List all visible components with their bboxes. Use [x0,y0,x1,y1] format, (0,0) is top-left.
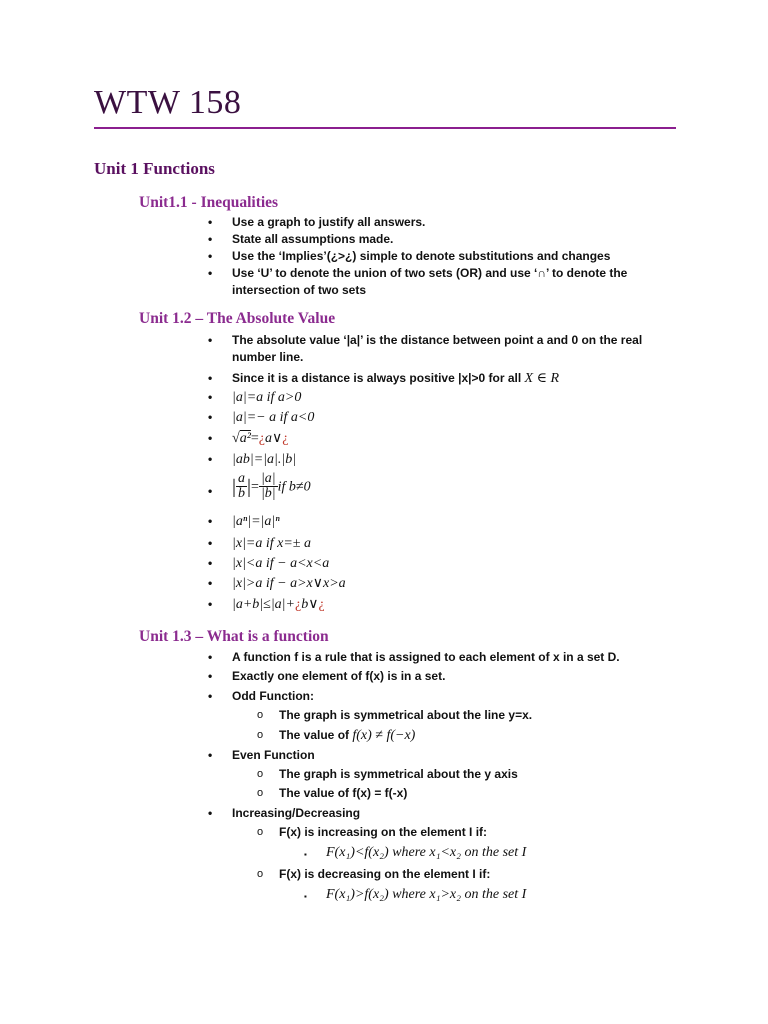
bullet-icon: • [208,669,213,683]
bullet-icon: • [208,266,213,280]
list-item: • Use a graph to justify all answers. [208,215,426,229]
bullet-icon: • [208,597,213,611]
list-item: • Increasing/Decreasing [208,806,361,820]
bullet-icon: • [208,514,213,528]
sub-list-item: o The value of f(x) ≠ f(−x) [257,728,416,743]
bullet-icon: • [208,390,213,404]
bullet-icon: • [208,249,213,263]
formula-item: • |x|<a if − a<x<a [208,556,330,571]
section-heading-functions: Unit 1.3 – What is a function [139,628,329,645]
bullet-icon: • [208,748,213,762]
formula-item-fraction: • | $\frac{a}{b}$ |= $\frac{|a|}{|b|}$ if b≠0 [208,471,311,501]
circle-bullet-icon: o [257,868,264,880]
bullet-icon: • [208,576,213,590]
section-heading-absolute-value: Unit 1.2 – The Absolute Value [139,310,336,327]
sub-list-item: o The value of f(x) = f(-x) [257,786,408,800]
circle-bullet-icon: o [257,787,264,799]
bullet-icon: • [208,431,213,445]
list-item: • Odd Function: [208,689,314,703]
square-bullet-icon: ▪ [304,892,307,901]
bullet-icon: • [208,333,213,347]
formula-item: • |a|=− a if a<0 [208,410,315,425]
list-item: • A function f is a rule that is assigned to each element of x in a set D. [208,650,620,664]
circle-bullet-icon: o [257,709,264,721]
section-heading-inequalities: Unit1.1 - Inequalities [139,194,279,211]
bullet-icon: • [208,484,213,498]
formula-item: • |x|>a if − a>x∨x>a [208,576,346,591]
bullet-icon: • [208,232,213,246]
bullet-icon: • [208,215,213,229]
list-item: • Even Function [208,748,315,762]
bullet-icon: • [208,410,213,424]
bullet-icon: • [208,536,213,550]
list-item: • Exactly one element of f(x) is in a set. [208,669,446,683]
formula-item: • |ab|=|a|.|b| [208,452,297,467]
circle-bullet-icon: o [257,826,264,838]
title-divider [94,127,676,129]
formula-item: • √a²=¿a∨¿ [208,431,289,446]
unit-heading: Unit 1 Functions [94,159,215,178]
bullet-icon: • [208,689,213,703]
sub-list-item: o F(x) is increasing on the element I if: [257,825,488,839]
list-item: • Use ‘U’ to denote the union of two sets (OR) and use ‘∩’ to denote the [208,266,628,280]
bullet-icon: • [208,452,213,466]
circle-bullet-icon: o [257,768,264,780]
square-bullet-icon: ▪ [304,850,307,859]
sub-sub-list-item: ▪ F(x₁)<f(x₂) where x₁<x₂ on the set I [326,844,666,861]
bullet-icon: • [208,371,213,385]
list-item-continuation: number line. [232,350,304,364]
formula-item: • |a+b|≤|a|+¿b∨¿ [208,597,325,612]
bullet-icon: • [208,806,213,820]
formula-item: • |aⁿ|=|a|ⁿ [208,514,280,529]
document-title: WTW 158 [94,84,242,121]
sub-list-item: o The graph is symmetrical about the line y=x. [257,708,533,722]
formula-item: • |a|=a if a>0 [208,390,302,405]
list-item: • The absolute value ‘|a|’ is the distance between point a and 0 on the real [208,333,643,347]
list-item: • State all assumptions made. [208,232,394,246]
list-item: • Use the ‘Implies’(¿>¿) simple to denote substitutions and changes [208,249,611,263]
forall-math: X ∈ R [524,371,559,386]
list-item: • Since it is a distance is always positive |x|>0 for all X ∈ R [208,371,559,386]
sub-list-item: o The graph is symmetrical about the y axis [257,767,518,781]
circle-bullet-icon: o [257,729,264,741]
bullet-icon: • [208,556,213,570]
bullet-icon: • [208,650,213,664]
sub-list-item: o F(x) is decreasing on the element I if: [257,867,491,881]
list-item-continuation: intersection of two sets [232,283,367,297]
sub-sub-list-item: ▪ F(x₁)>f(x₂) where x₁>x₂ on the set I [326,886,666,903]
formula-item: • |x|=a if x=± a [208,536,311,551]
